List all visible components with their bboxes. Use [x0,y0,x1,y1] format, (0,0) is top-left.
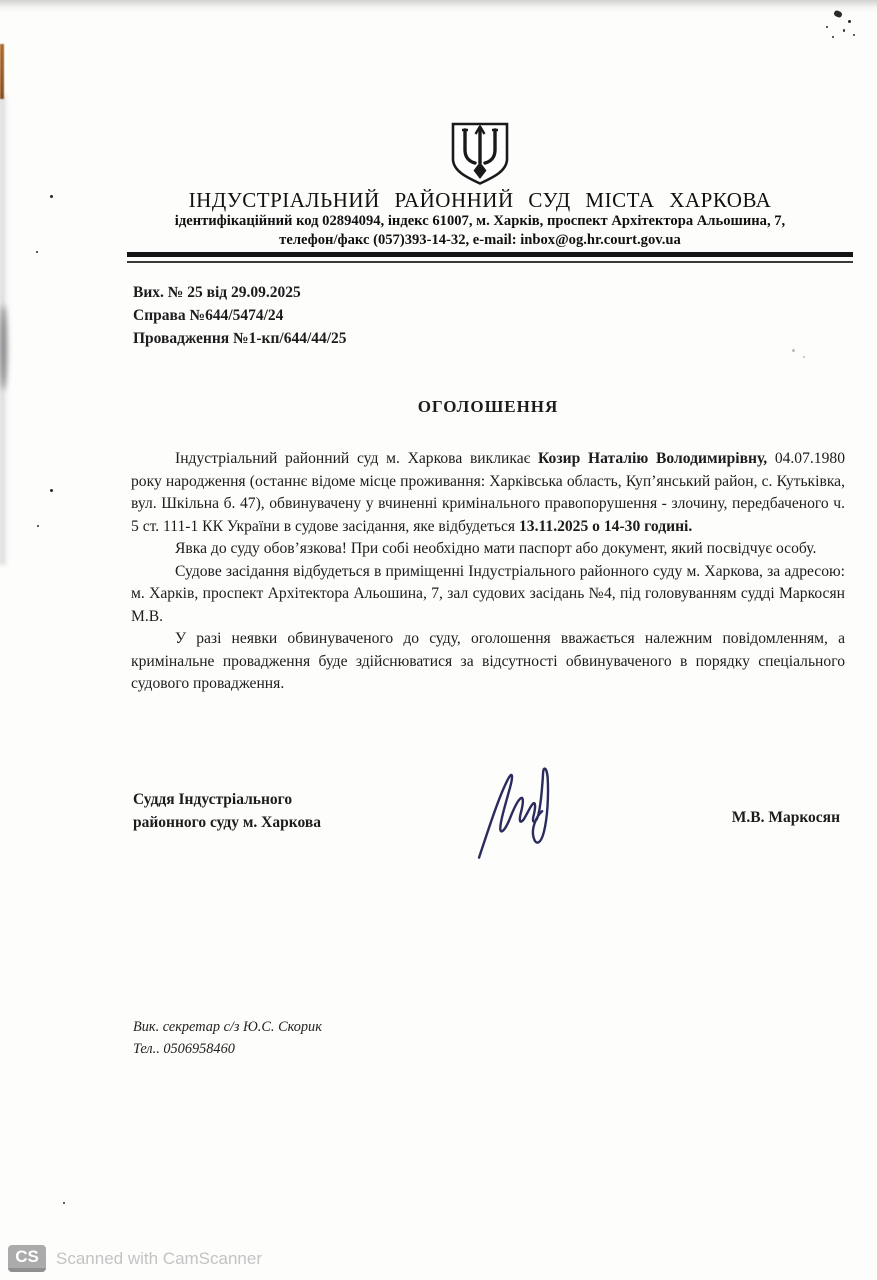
defendant-name: Козир Наталію Володимирівну, [538,450,768,467]
letterhead-rule-thick [127,252,853,257]
executor-note [133,1016,322,1060]
ukraine-trident-emblem-icon [446,121,514,187]
summons-text: Індустріальний районний суд м. Харкова викликає [175,450,539,467]
judge-role-line1: Суддя Індустріального [133,791,293,808]
scan-top-shadow [0,0,877,13]
camscanner-badge-icon: CS [8,1245,46,1272]
scan-speck [50,195,53,198]
judge-role [133,788,321,834]
scan-speck [36,251,38,253]
paragraph-attendance: Явка до суду обов’язкова! При собі необхідно мати паспорт або документ, який посвідчує особу. [175,540,817,557]
scan-speck [843,29,845,32]
paragraph-absence-consequences: У разі неявки обвинуваченого до суду, оголошення вважається належним повідомленням, а кримінальне провадження буде здійснюватися за відсутності обвинуваченого в порядку спеціального судового провадження. [131,630,845,692]
scan-speck [792,349,795,352]
scan-speck [832,36,834,38]
paragraph-location: Судове засідання відбудеться в приміщенні Індустріального районного суду м. Харкова, за адресою: м. Харків, проспект Архітектора Альошина, 7, зал судових засідань №4, під головуванням судді Маркосян М.В. [131,562,845,625]
case-number: Справа №644/5474/24 [133,307,284,324]
court-name: ІНДУСТРІАЛЬНИЙ РАЙОННИЙ СУД МІСТА ХАРКОВА [188,188,772,212]
proceeding-number: Провадження №1-кп/644/44/25 [133,330,347,347]
scan-speck [50,489,53,492]
scan-speck [37,525,39,527]
letterhead-rule-thin [127,261,853,263]
scan-speck [826,26,828,28]
reference-block [133,281,347,350]
scan-speck [848,20,851,23]
handwritten-signature [462,763,574,865]
judge-role-line2: районного суду м. Харкова [133,814,321,831]
hearing-datetime: 13.11.2025 о 14-30 годині. [518,517,693,535]
judge-name: М.В. Маркосян [731,809,840,826]
secretary-phone: Тел.. 0506958460 [133,1041,235,1057]
camscanner-watermark-text: Scanned with CamScanner [56,1249,263,1268]
scan-speck [63,1202,65,1204]
scan-speck [803,356,805,358]
paragraph-summons [131,448,845,538]
summons-text: 04.07.1980 року народження (останнє відоме місце проживання: Харківська область, Куп’янський район, с. Кутьківка, вул. Шкільна б. 47), обвинувачену у вчиненні кримінального правопорушення - злочину, передбаченого ч. 5 ст. 111-1 КК України в судове засідання, яке відбудеться [131,450,845,535]
scan-edge-background-strip [0,44,4,99]
secretary-line: Вик. секретар с/з Ю.С. Скорик [133,1019,322,1035]
document-body [131,448,845,696]
scan-left-smudge [0,305,7,390]
document-title: ОГОЛОШЕННЯ [417,397,559,416]
court-identification-line: ідентифікаційний код 02894094, індекс 61007, м. Харків, проспект Архітектора Альошина, 7, [174,213,786,229]
court-contact-line: телефон/факс (057)393-14-32, e-mail: inbox@og.hr.court.gov.ua [279,232,681,248]
scan-speck [853,34,855,36]
outgoing-number: Вих. № 25 від 29.09.2025 [133,284,301,301]
